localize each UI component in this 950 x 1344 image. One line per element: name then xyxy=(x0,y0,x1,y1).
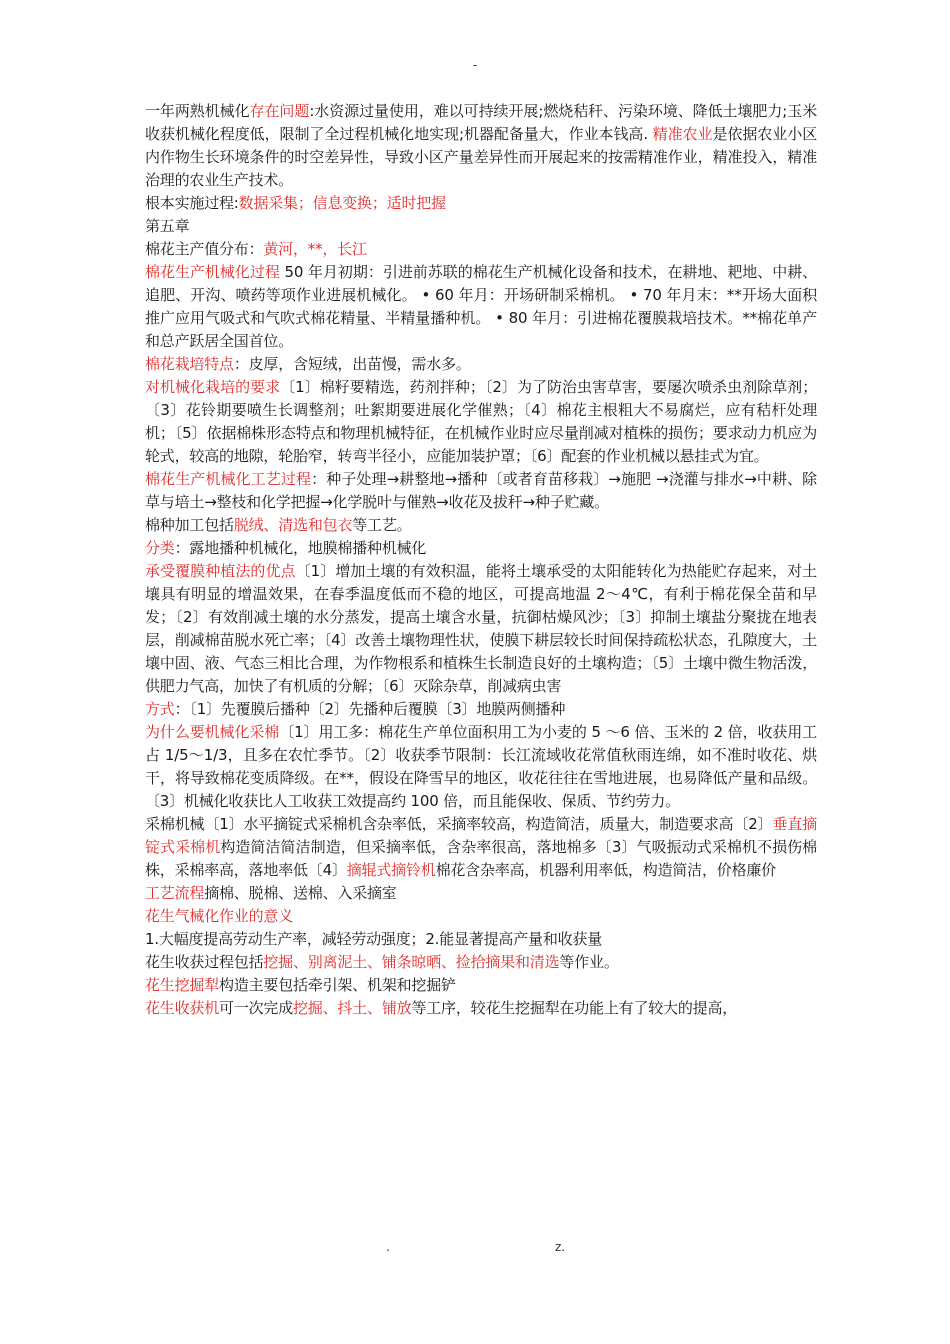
highlight-term: 花生收获机 xyxy=(145,999,220,1017)
text-run: 花生收获过程包括 xyxy=(145,953,264,971)
highlight-term: 棉花栽培特点 xyxy=(145,355,234,373)
footer-right-mark: z. xyxy=(555,1240,566,1254)
paragraph xyxy=(145,238,817,261)
paragraph xyxy=(145,353,817,376)
text-run: ：皮厚，含短绒，出苗慢，需水多。 xyxy=(233,355,471,373)
highlight-term: 方式 xyxy=(145,700,175,718)
highlight-term: 挖掘、别离泥土、铺条晾晒、捡拾摘果和清选 xyxy=(263,953,560,971)
text-run: 1.大幅度提高劳动生产率，减轻劳动强度；2.能显著提高产量和收获量 xyxy=(145,930,603,948)
paragraph xyxy=(145,951,817,974)
highlight-term: 对机械化栽培的要求 xyxy=(145,378,281,396)
text-run: ：种子处理→耕整地→播种〔或者育苗移栽〕→施肥 →浇灌与排水→中耕、除草与培土→整枝和化学把握→化学脱叶与催熟→收花及拔秆→种子贮藏。 xyxy=(145,470,817,511)
highlight-term: 摘辊式摘铃机 xyxy=(346,861,436,879)
highlight-term: 为什么要机械化采棉 xyxy=(145,723,280,741)
text-run: 一年两熟机械化 xyxy=(145,102,250,120)
text-run: 等工序，较花生挖掘犁在功能上有了较大的提高， xyxy=(411,999,738,1017)
text-run: 等工艺。 xyxy=(352,516,412,534)
paragraph xyxy=(145,514,817,537)
paragraph xyxy=(145,997,817,1020)
highlight-term: 挖掘、抖土、铺放 xyxy=(293,999,412,1017)
text-run: ：露地播种机械化，地膜棉播种机械化 xyxy=(174,539,427,557)
highlight-term: 棉花生产机械化工艺过程 xyxy=(145,470,312,488)
paragraph xyxy=(145,468,817,514)
text-run: 根本实施过程: xyxy=(145,194,239,212)
document-body xyxy=(145,100,817,1020)
highlight-term: 棉花生产机械化过程 xyxy=(145,263,280,281)
highlight-term: 垂直摘锭式采棉机 xyxy=(145,815,817,856)
text-run: :水资源过量使用，难以可持续开展;燃烧秸秆、污染环境、降低土壤肥力;玉米收获机械化程度低，限制了全过程机械化地实现;机器配备量大，作业本钱高. xyxy=(145,102,818,143)
text-run: 构造主要包括牵引架、机架和挖掘铲 xyxy=(219,976,456,994)
text-run: 第五章 xyxy=(145,217,190,235)
text-run: 〔1〕棉籽要精选，药剂拌种；〔2〕为了防治虫害草害，要屡次喷杀虫剂除草剂；〔3〕花铃期要喷生长调整剂；吐絮期要进展化学催熟；〔4〕棉花主根粗大不易腐烂，应有秸杆处理机；〔5〕依据棉株形态特点和物理机械特征，在机械作业时应尽量削减对植株的损伤；要求动力机应为轮式，较高的地隙，轮胎窄，转弯半径小，应能加装护罩；〔6〕配套的作业机械以悬挂式为宜。 xyxy=(145,378,817,465)
highlight-term: 脱绒、清选和包衣 xyxy=(233,516,353,534)
page-header-mark: - xyxy=(472,58,478,72)
paragraph xyxy=(145,192,817,215)
text-run: 是依据农业小区内作物生长环境条件的时空差异性，导致小区产量差异性而开展起来的按需精准作业，精准投入，精准治理的农业生产技术。 xyxy=(145,125,817,189)
footer-left-mark: . xyxy=(386,1240,390,1254)
highlight-term: 花生气械化作业的意义 xyxy=(145,907,294,925)
paragraph xyxy=(145,974,817,997)
paragraph xyxy=(145,813,817,882)
highlight-term: 承受覆膜种植法的优点 xyxy=(145,562,296,580)
highlight-term: 工艺流程 xyxy=(145,884,205,902)
paragraph xyxy=(145,376,817,468)
paragraph xyxy=(145,537,817,560)
paragraph xyxy=(145,215,817,238)
text-run: 采棉机械〔1〕水平摘锭式采棉机含杂率低，采摘率较高，构造简洁，质量大，制造要求高〔2〕 xyxy=(145,815,773,833)
paragraph xyxy=(145,698,817,721)
text-run: 棉花主产值分布： xyxy=(145,240,264,258)
text-run: 摘棉、脱棉、送棉、入采摘室 xyxy=(204,884,397,902)
paragraph xyxy=(145,721,817,813)
paragraph xyxy=(145,100,817,192)
paragraph xyxy=(145,261,817,353)
highlight-term: 存在问题 xyxy=(249,102,310,120)
text-run: 〔1〕增加土壤的有效积温，能将土壤承受的太阳能转化为热能贮存起来，对土壤具有明显的增温效果，在春季温度低而不稳的地区，可提高地温 2～4℃，有利于棉花保全苗和早发；〔2〕有效削减土壤的水分蒸发，提高土壤含水量，抗御枯燥风沙；〔3〕抑制土壤盐分聚拢在地表层，削减棉苗脱水死亡率；〔4〕改善土壤物理性状，使膜下耕层较长时间保持疏松状态，孔隙度大，土壤中固、液、气态三相比合理，为作物根系和植株生长制造良好的土壤构造；〔5〕土壤中微生物活泼，供肥力气高，加快了有机质的分解；〔6〕灭除杂草，削减病虫害 xyxy=(145,562,817,695)
paragraph xyxy=(145,905,817,928)
text-run: 50 年月初期：引进前苏联的棉花生产机械化设备和技术，在耕地、耙地、中耕、追肥、开沟、喷药等项作业进展机械化。 • 60 年月：开场研制采棉机。 • 70 年月末：**开场大面积推广应用气吸式和气吹式棉花精量、半精量播种机。 • 80 年月：引进棉花覆膜栽培技术。**棉花单产和总产跃居全国首位。 xyxy=(145,263,818,350)
text-run: 等作业。 xyxy=(559,953,619,971)
highlight-term: 分类 xyxy=(145,539,175,557)
text-run: 〔1〕用工多：棉花生产单位面积用工为小麦的 5 ～6 倍、玉米的 2 倍，收获用工占 1/5～1/3，且多在农忙季节。〔2〕收获季节限制：长江流域收花常值秋雨连绵，如不准时收花、烘干，将导致棉花变质降级。在**，假设在降雪早的地区，收花往往在雪地进展，也易降低产量和品级。〔3〕机械化收获比人工收获工效提高约 100 倍，而且能保收、保质、节约劳力。 xyxy=(145,723,818,810)
text-run: 棉种加工包括 xyxy=(145,516,234,534)
paragraph xyxy=(145,928,817,951)
text-run: 棉花含杂率高，机器利用率低，构造简洁，价格廉价 xyxy=(435,861,776,879)
highlight-term: 黄河，**，长江 xyxy=(263,240,367,258)
text-run: ：〔1〕先覆膜后播种〔2〕先播种后覆膜〔3〕地膜两侧播种 xyxy=(174,700,566,718)
text-run: 构造简洁简洁制造，但采摘率低，含杂率很高，落地棉多〔3〕气吸振动式采棉机不损伤棉株，采棉率高，落地率低〔4〕 xyxy=(145,838,817,879)
highlight-term: 数据采集；信息变换；适时把握 xyxy=(238,194,446,212)
paragraph xyxy=(145,560,817,698)
paragraph xyxy=(145,882,817,905)
text-run: 可一次完成 xyxy=(219,999,294,1017)
highlight-term: 精准农业 xyxy=(652,125,713,143)
highlight-term: 花生挖掘犁 xyxy=(145,976,220,994)
